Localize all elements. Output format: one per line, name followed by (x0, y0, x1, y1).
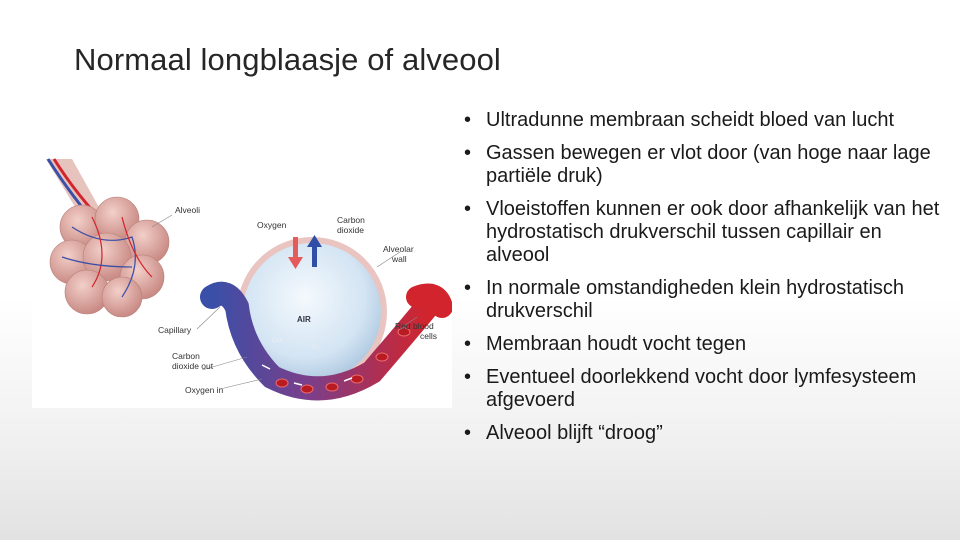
bullet-icon: • (464, 142, 472, 164)
air-label: AIR (297, 315, 311, 324)
co2-symbol: CO₂ (272, 338, 284, 344)
list-item: • Vloeistoffen kunnen er ook door afhankelijk van het hydrostatisch drukverschil tussen capillair en alveool (464, 198, 940, 266)
list-item: • Ultradunne membraan scheidt bloed van lucht (464, 109, 895, 131)
capillary-label: Capillary (158, 325, 192, 335)
alveolar-wall-label-line2: wall (392, 254, 407, 264)
slide-title: Normaal longblaasje of alveool (74, 42, 501, 77)
alveolus-illustration (32, 157, 452, 408)
carbon-dioxide-out-label-line2: dioxide out (172, 361, 214, 371)
oxygen-in-label: Oxygen in (185, 385, 224, 395)
carbon-dioxide-label-line2: dioxide (337, 225, 364, 235)
list-item: • Membraan houdt vocht tegen (464, 333, 747, 355)
red-blood-cells-label-line1: Red blood (395, 321, 434, 331)
bullet-icon: • (464, 366, 472, 388)
bullet-list (464, 109, 944, 455)
carbon-dioxide-out-label-line1: Carbon (172, 351, 200, 361)
list-item: • Gassen bewegen er vlot door (van hoge naar lage partiële druk) (464, 142, 931, 187)
bullet-icon: • (464, 198, 472, 220)
list-item: • Alveool blijft “droog” (464, 422, 663, 444)
bullet-icon: • (464, 333, 472, 355)
list-item: • In normale omstandigheden klein hydrostatisch drukverschil (464, 277, 905, 322)
list-item: • Eventueel doorlekkend vocht door lymfesysteem afgevoerd (464, 366, 917, 411)
alveolus-diagram (32, 157, 452, 408)
oxygen-label: Oxygen (257, 220, 287, 230)
alveoli-cluster (50, 197, 169, 317)
bullet-icon: • (464, 422, 472, 444)
o2-symbol: O₂ (312, 345, 319, 351)
alveolar-wall-label-line1: Alveolar (383, 244, 414, 254)
bullet-icon: • (464, 109, 472, 131)
carbon-dioxide-label-line1: Carbon (337, 215, 365, 225)
alveoli-label: Alveoli (175, 205, 201, 215)
bullet-icon: • (464, 277, 472, 299)
red-blood-cells-label-line2: cells (420, 331, 438, 341)
